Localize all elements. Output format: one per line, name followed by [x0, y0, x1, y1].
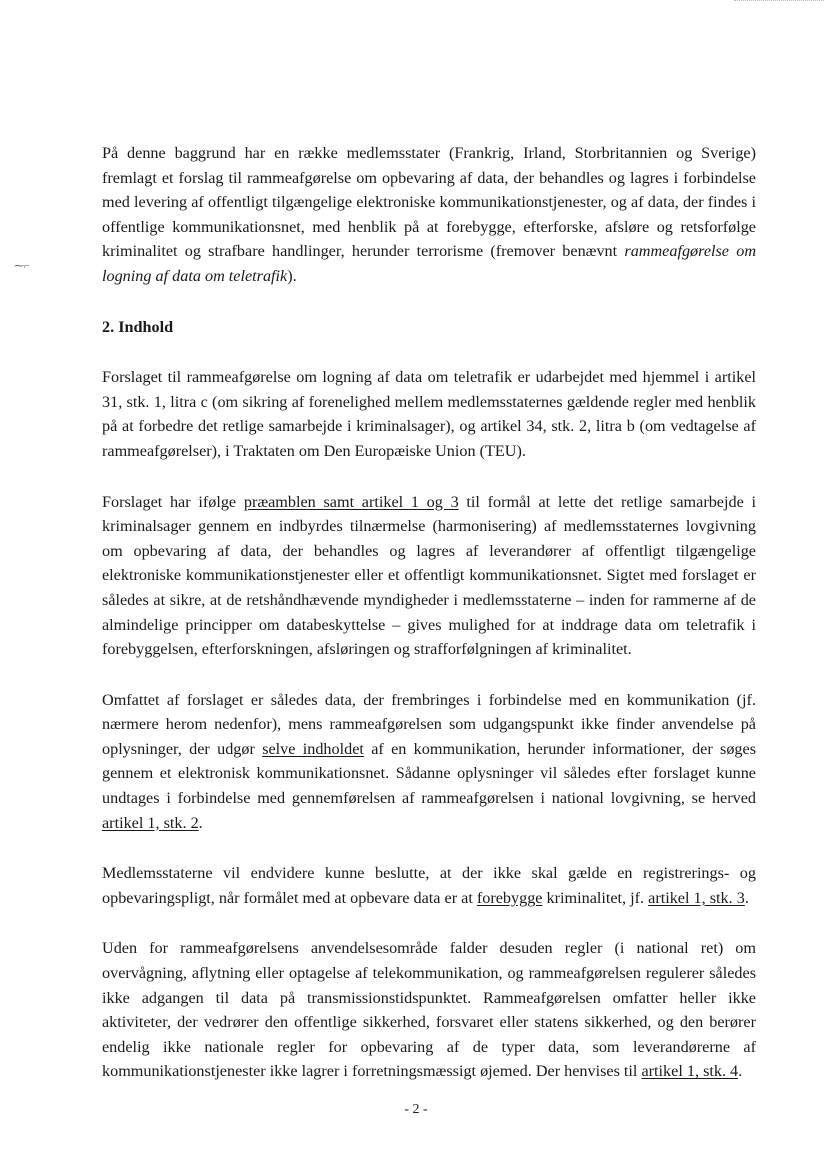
paragraph-5 — [102, 861, 756, 910]
paragraph-6-before: Uden for rammeafgørelsens anvendelsesområde falder desuden regler (i national ret) om overvågning, aflytning eller optagelse af telekommunikation, og rammeafgørelsen regulerer således ikke adgangen til data på transmissionstidspunktet. Rammeafgørelsen omfatter heller ikke aktiviteter, der vedrører den offentlige sikkerhed, forsvaret eller statens sikkerhed, og den berører endelig ikke nationale regler for opbevaring af de typer data, som leverandørerne af kommunikationstjenester ikke lagrer i forretningsmæssigt øjemed. Der henvises til — [102, 939, 756, 1081]
paragraph-1 — [102, 141, 756, 289]
paragraph-3-after: til formål at lette det retlige samarbejde i kriminalsager gennem en indbyrdes tilnærmelse (harmonisering) af medlemsstaternes lovgivning om opbevaring af data, der behandles og lagres af leverandører af offentligt tilgængelige elektroniske kommunikationstjenester eller et offentligt kommunikationsnet. Sigtet med forslaget er således at sikre, at de retshåndhævende myndigheder i medlemsstaterne – inden for rammerne af de almindelige principper om databeskyttelse – gives mulighed for at inddrage data om teletrafik i forebyggelsen, efterforskningen, afsløringen og strafforfølgningen af kriminalitet. — [102, 492, 756, 659]
paragraph-4-middle: af en kommunikation, herunder informationer, der søges gennem et elektronisk kommunikationsnet. Sådanne oplysninger vil således efter forslaget kunne undtages i forbindelse med gennemførelsen af rammeafgørelsen i national lovgivning, se herved — [102, 739, 757, 808]
paragraph-3-before: Forslaget har ifølge — [102, 492, 244, 511]
paragraph-4-underlined-ref: artikel 1, stk. 2 — [102, 813, 199, 832]
paragraph-6-underlined-ref: artikel 1, stk. 4 — [641, 1062, 739, 1081]
paragraph-4 — [102, 688, 756, 836]
scan-corner-mark — [734, 0, 824, 5]
paragraph-4-end: . — [198, 813, 203, 832]
page-number: - 2 - — [404, 1102, 428, 1117]
paragraph-5-underlined-ref: artikel 1, stk. 3 — [648, 888, 745, 907]
paragraph-4-before: Omfattet af forslaget er således data, der frembringes i forbindelse med en kommunikation (jf. nærmere herom nedenfor), mens rammeafgørelsen som udgangspunkt ikke finder anvendelse på oplysninger, der udgør — [102, 690, 756, 758]
paragraph-5-end: . — [744, 888, 749, 907]
paragraph-3-underlined-ref: præamblen samt artikel 1 og 3 — [243, 492, 459, 511]
paragraph-6-end: . — [738, 1062, 743, 1081]
paragraph-5-middle: kriminalitet, jf. — [542, 888, 649, 907]
margin-scribble-icon: ⁓⌐ — [14, 261, 30, 272]
paragraph-4-underlined-content: selve indholdet — [262, 739, 364, 758]
paragraph-2: Forslaget til rammeafgørelse om logning af data om teletrafik er udarbejdet med hjemmel i artikel 31, stk. 1, litra c (om sikring af forenelighed mellem medlemsstaternes gældende regler med henblik på at forbedre det retlige samarbejde i kriminalsager), og artikel 34, stk. 2, litra b (om vedtagelse af rammeafgørelser), i Traktaten om Den Europæiske Union (TEU). — [102, 368, 756, 460]
section-heading: 2. Indhold — [102, 317, 174, 336]
paragraph-5-underlined-word: forebygge — [476, 888, 543, 907]
paragraph-1-text: På denne baggrund har en række medlemsstater (Frankrig, Irland, Storbritannien og Sverige) fremlagt et forslag til rammeafgørelse om opbevaring af data, der behandles og lagres i forbindelse med levering af offentligt tilgængelige elektroniske kommunikationstjenester, og af data, der findes i offentlige kommunikationsnet, med henblik på at forebygge, efterforske, afsløre og retsforfølge kriminalitet og strafbare handlinger, herunder terrorisme (fremover benævnt — [102, 144, 756, 261]
document-body — [102, 141, 756, 1084]
paragraph-6 — [102, 936, 756, 1084]
paragraph-3 — [102, 490, 756, 662]
paragraph-1-end: ). — [287, 266, 297, 285]
paragraph-5-before: Medlemsstaterne vil endvidere kunne beslutte, at der ikke skal gælde en registrerings- og opbevaringspligt, når formålet med at opbevare data er at — [102, 864, 756, 907]
paragraph-1-italic-term: rammeafgørelse om logning af data om teletrafik — [102, 242, 757, 285]
